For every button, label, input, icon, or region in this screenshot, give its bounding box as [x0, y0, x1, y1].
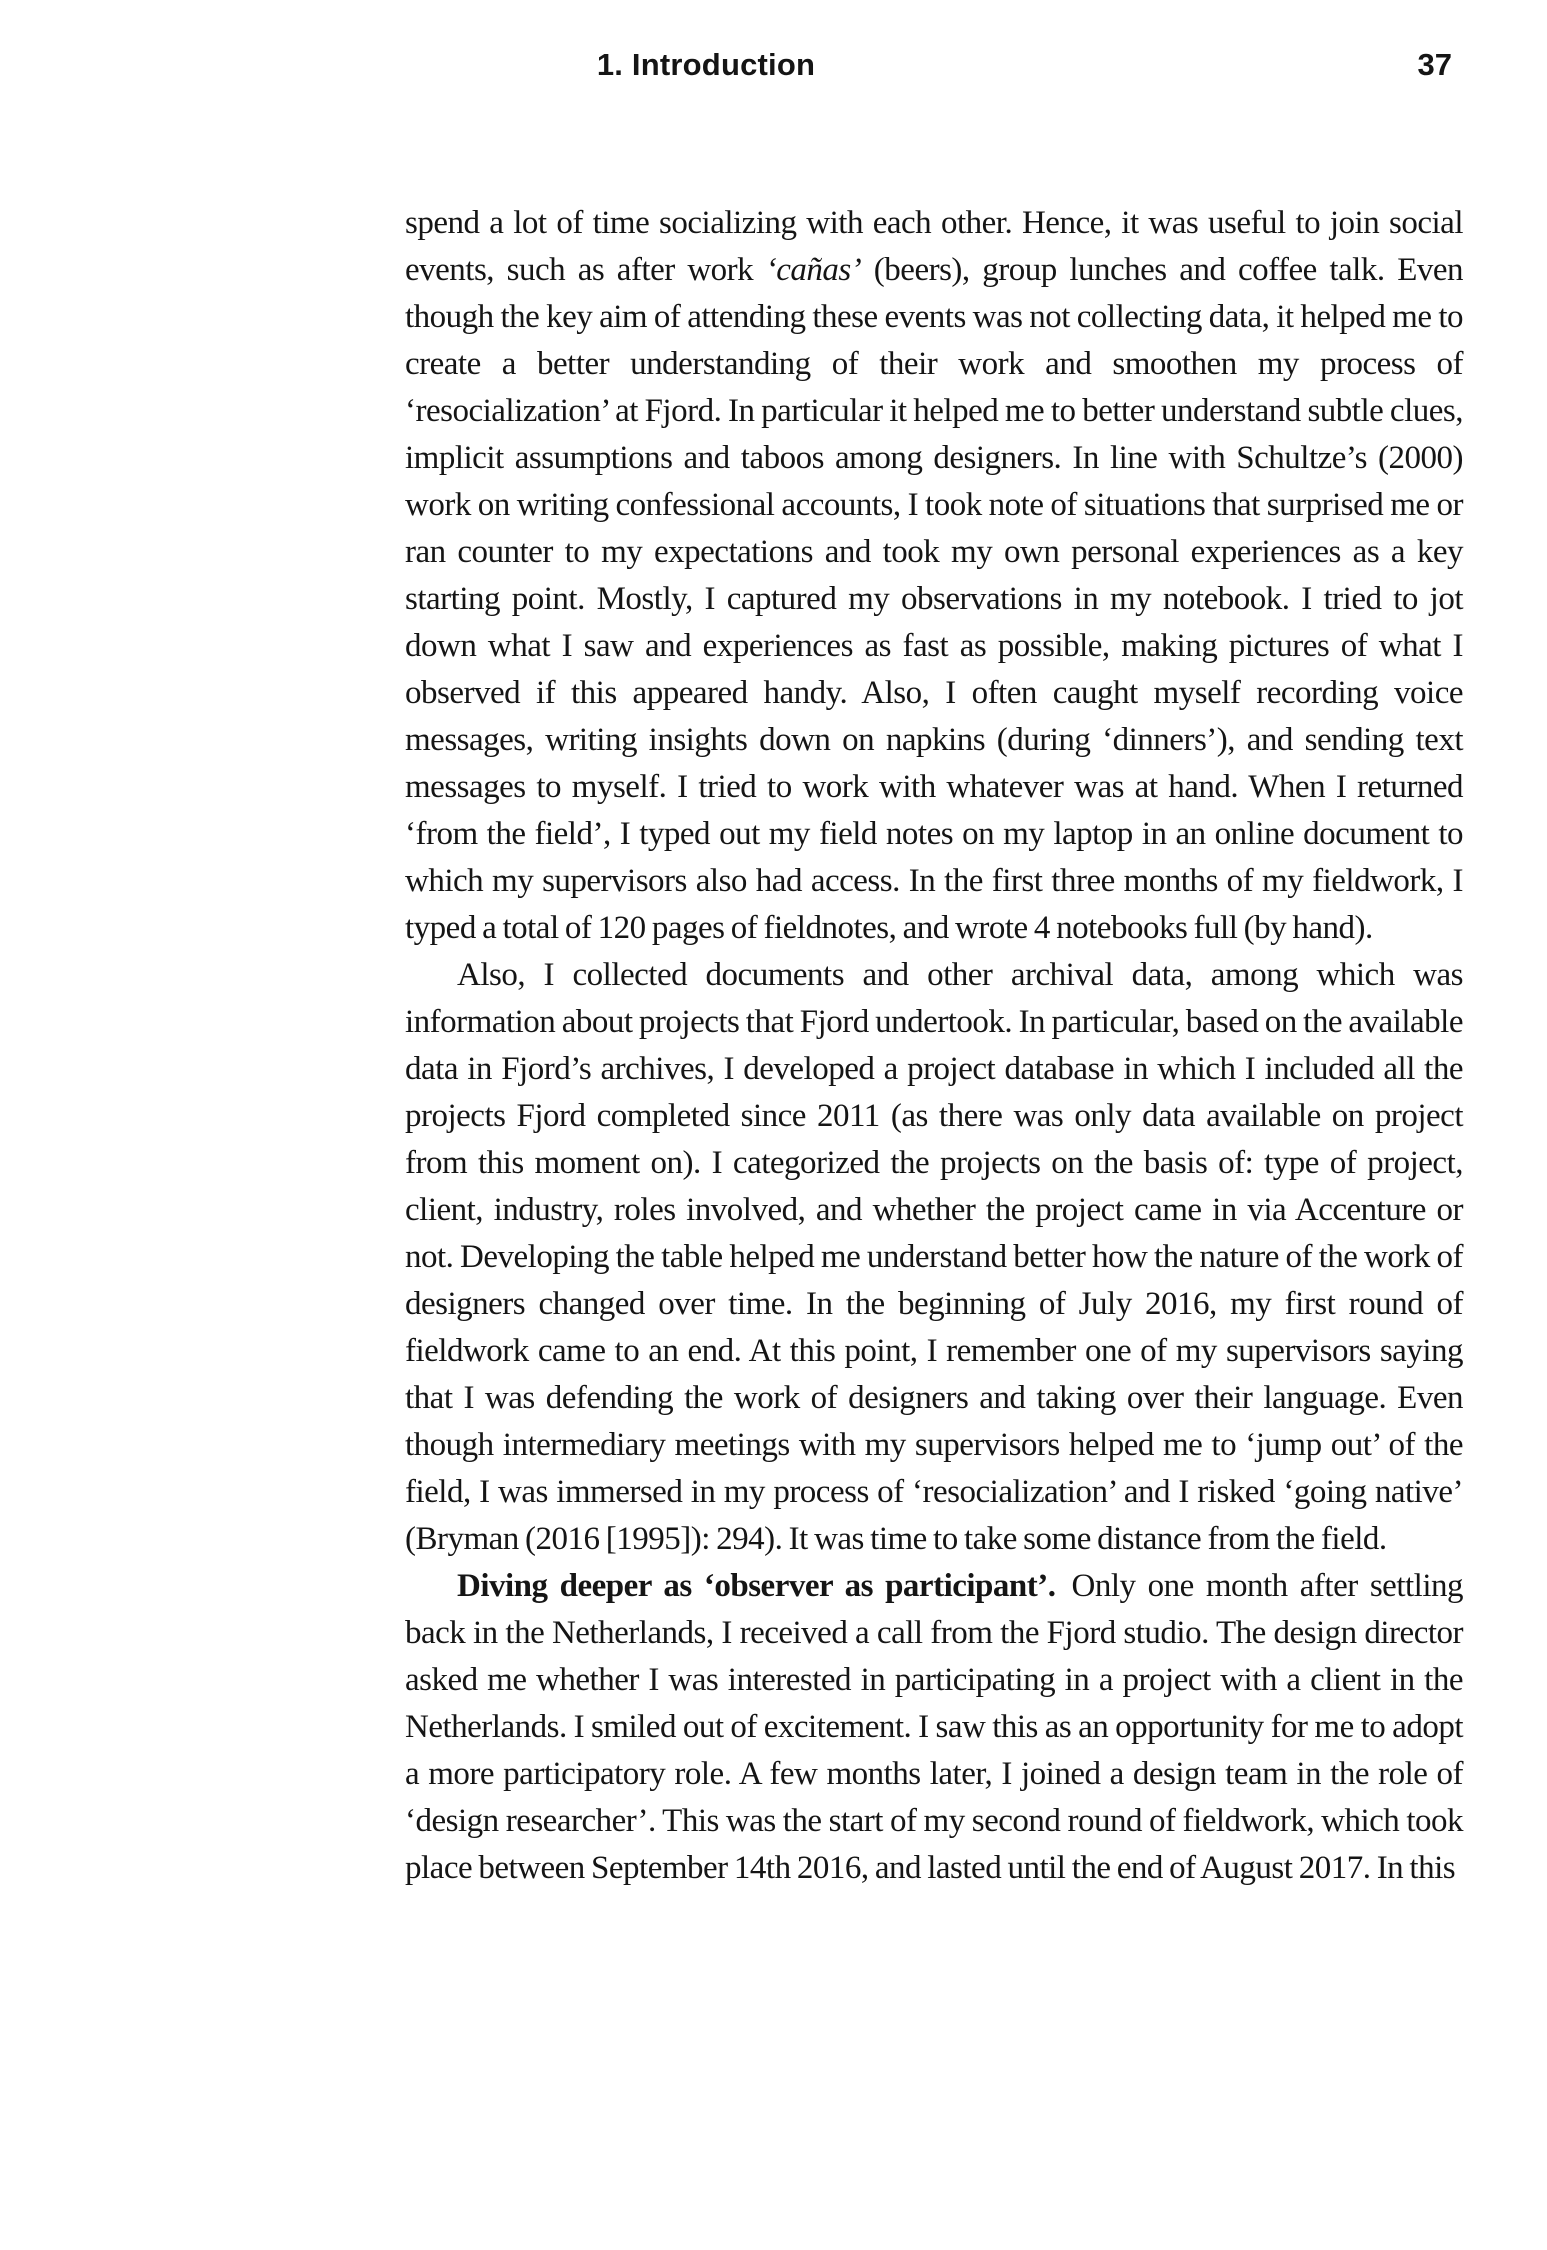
paragraph: spend a lot of time socializing with each other. Hence, it was useful to join social events, such as after work ‘cañas’ (beers), group lunches and coffee talk. Even though the key aim of attending these events was not collecting data, it helped me to create a better understanding of their work and smoothen my process of ‘resocialization’ at Fjord. In particular it helped me to better understand subtle clues, implicit assumptions and taboos among designers. In line with Schultze’s (2000) work on writing confessional accounts, I took note of situations that surprised me or ran counter to my expectations and took my own personal experiences as a key starting point. Mostly, I captured my observations in my notebook. I tried to jot down what I saw and experiences as fast as possible, making pictures of what I observed if this appeared handy. Also, I often caught myself recording voice messages, writing insights down on napkins (during ‘dinners’), and sending text messages to myself. I tried to work with whatever was at hand. When I returned ‘from the field’, I typed out my field notes on my laptop in an online document to which my supervisors also had access. In the first three months of my fieldwork, I typed a total of 120 pages of fieldnotes, and wrote 4 notebooks full (by hand).	[405, 205, 1463, 946]
running-head: 1. Introduction	[596, 47, 816, 82]
paragraph: Also, I collected documents and other archival data, among which was information about projects that Fjord undertook. In particular, based on the available data in Fjord’s archives, I developed a project database in which I included all the projects Fjord completed since 2011 (as there was only data available on project from this moment on). I categorized the projects on the basis of: type of project, client, industry, roles involved, and whether the project came in via Accenture or not. Developing the table helped me understand better how the nature of the work of designers changed over time. In the beginning of July 2016, my first round of fieldwork came to an end. At this point, I remember one of my supervisors saying that I was defending the work of designers and taking over their language. Even though intermediary meetings with my supervisors helped me to ‘jump out’ of the field, I was immersed in my process of ‘resocialization’ and I risked ‘going native’ (Bryman (2016 [1995]): 294). It was time to take some distance from the field.	[405, 957, 1463, 1557]
italic-term: ‘cañas’	[765, 252, 862, 288]
page-number: 37	[1417, 47, 1452, 82]
body-text	[405, 200, 1463, 1892]
paragraph-bold-lead: Diving deeper as ‘observer as participant’.	[457, 1568, 1056, 1604]
paragraph: Diving deeper as ‘observer as participant’. Only one month after settling back in the Netherlands, I received a call from the Fjord studio. The design director asked me whether I was interested in participating in a project with a client in the Netherlands. I smiled out of excitement. I saw this as an opportunity for me to adopt a more participatory role. A few months later, I joined a design team in the role of ‘design researcher’. This was the start of my second round of fieldwork, which took place between September 14th 2016, and lasted until the end of August 2017. In this	[405, 1568, 1463, 1886]
